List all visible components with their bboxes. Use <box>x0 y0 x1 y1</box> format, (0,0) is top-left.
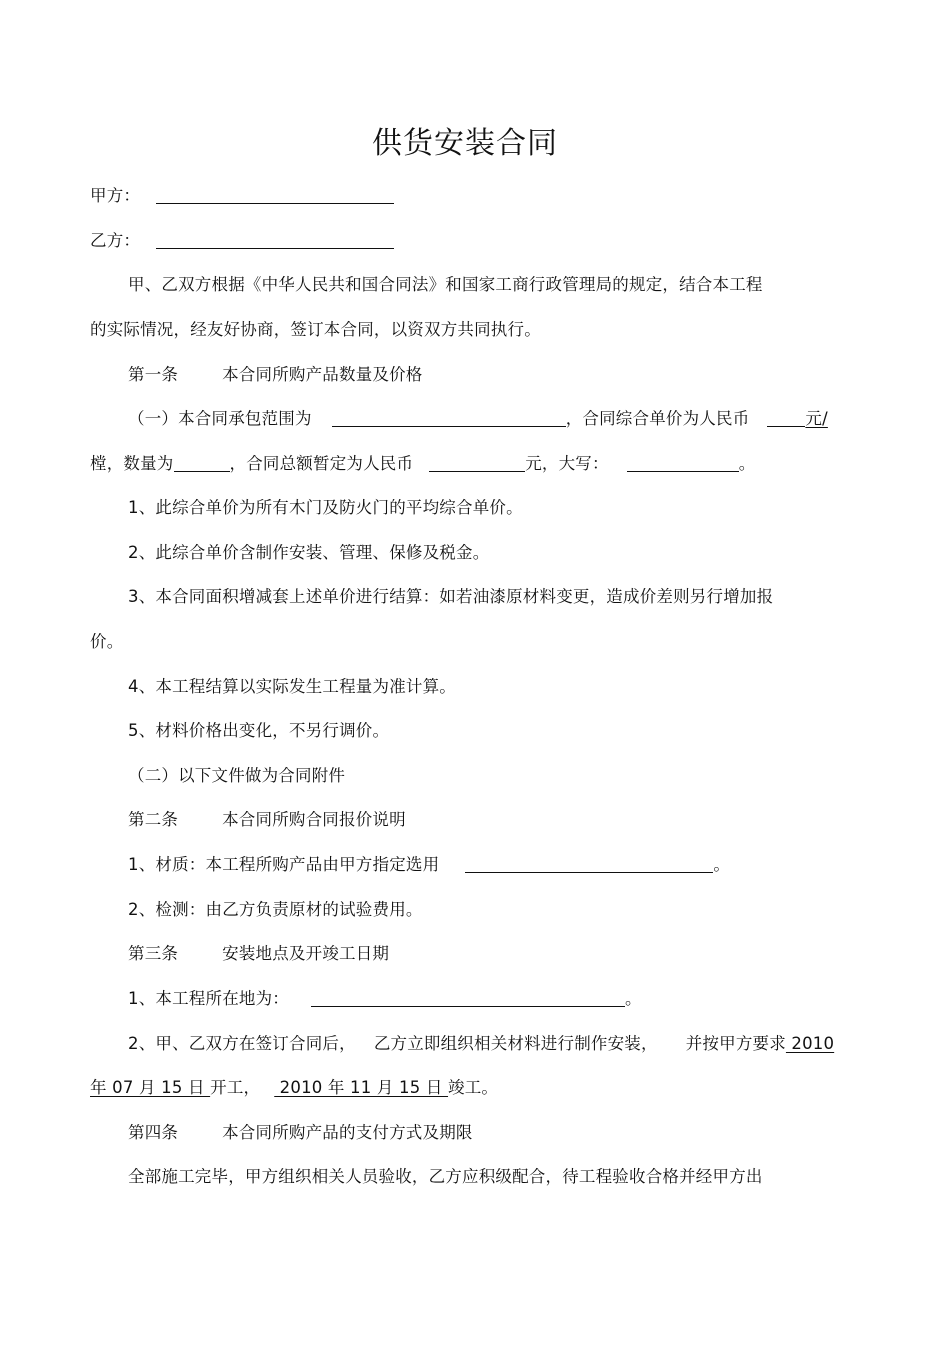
item-1: 1、此综合单价为所有木门及防火门的平均综合单价。 <box>128 498 523 517</box>
location-label: 1、本工程所在地为： <box>128 989 289 1008</box>
total-label: ，合同总额暂定为人民币 <box>229 454 414 473</box>
schedule-text-a: 2、甲、乙双方在签订合同后， <box>128 1034 356 1053</box>
completion-date: 2010 年 11 月 15 日 <box>274 1078 449 1097</box>
item-5: 5、材料价格出变化，不另行调价。 <box>128 721 390 740</box>
quantity-total-line <box>90 454 755 474</box>
item-3: 3、本合同面积增减套上述单价进行结算：如若油漆原材料变更，造成价差则另行增加报 <box>128 587 774 606</box>
article-3-heading <box>128 944 389 964</box>
schedule-text-b: 乙方立即组织相关材料进行制作安装， <box>373 1034 658 1053</box>
start-label: 开工， <box>210 1078 261 1097</box>
material-label: 1、材质：本工程所购产品由甲方指定选用 <box>128 855 440 874</box>
quantity-label: 樘，数量为 <box>90 454 174 473</box>
location-line <box>128 989 642 1009</box>
party-a-line <box>90 186 394 206</box>
party-a-blank <box>156 186 394 204</box>
scope-blank <box>332 409 566 427</box>
scope-label: （一）本合同承包范围为 <box>128 409 312 428</box>
subsection-2: （二）以下文件做为合同附件 <box>128 766 346 785</box>
unit-price-blank <box>767 409 805 427</box>
intro-line-2: 的实际情况，经友好协商，签订本合同，以资双方共同执行。 <box>90 320 541 339</box>
item-4: 4、本工程结算以实际发生工程量为准计算。 <box>128 677 456 696</box>
article-4-title: 本合同所购产品的支付方式及期限 <box>222 1123 473 1142</box>
quantity-blank <box>174 454 230 472</box>
party-b-label: 乙方： <box>90 231 141 250</box>
material-blank <box>465 855 713 873</box>
article-1-title: 本合同所购产品数量及价格 <box>222 365 423 384</box>
schedule-text-c: 并按甲方要求 <box>685 1034 786 1053</box>
start-date: 年 07 月 15 日 <box>90 1078 211 1097</box>
period-1: 。 <box>738 454 756 473</box>
unit-price-label: ，合同综合单价为人民币 <box>565 409 750 428</box>
testing-line: 2、检测：由乙方负责原材的试验费用。 <box>128 900 423 919</box>
start-year: 2010 <box>785 1034 835 1053</box>
article-2-heading <box>128 810 406 830</box>
page-title: 供货安装合同 <box>372 126 558 161</box>
period-2: 。 <box>713 855 731 874</box>
party-b-line <box>90 231 394 251</box>
article-4-number: 第四条 <box>128 1123 179 1142</box>
party-b-blank <box>156 231 394 249</box>
article-2-number: 第二条 <box>128 810 179 829</box>
article-3-title: 安装地点及开竣工日期 <box>222 944 390 963</box>
words-blank <box>627 454 739 472</box>
article-1-heading <box>128 365 423 385</box>
article-4-heading <box>128 1123 473 1143</box>
unit-suffix: 元/ <box>805 409 828 428</box>
completion-label: 竣工。 <box>448 1078 499 1097</box>
party-a-label: 甲方： <box>90 186 141 205</box>
payment-text: 全部施工完毕，甲方组织相关人员验收，乙方应积级配合，待工程验收合格并经甲方出 <box>128 1167 763 1186</box>
total-blank <box>429 454 525 472</box>
location-blank <box>311 989 625 1007</box>
item-2: 2、此综合单价含制作安装、管理、保修及税金。 <box>128 543 490 562</box>
item-3-cont: 价。 <box>90 632 124 651</box>
intro-line-1: 甲、乙双方根据《中华人民共和国合同法》和国家工商行政管理局的规定，结合本工程 <box>128 275 763 294</box>
schedule-line-1 <box>128 1034 848 1054</box>
article-3-number: 第三条 <box>128 944 179 963</box>
article-2-title: 本合同所购合同报价说明 <box>222 810 406 829</box>
words-label: 元，大写： <box>525 454 609 473</box>
schedule-line-2 <box>90 1078 498 1098</box>
period-3: 。 <box>625 989 642 1008</box>
scope-price-line <box>128 409 828 429</box>
article-1-number: 第一条 <box>128 365 179 384</box>
material-line <box>128 855 730 875</box>
